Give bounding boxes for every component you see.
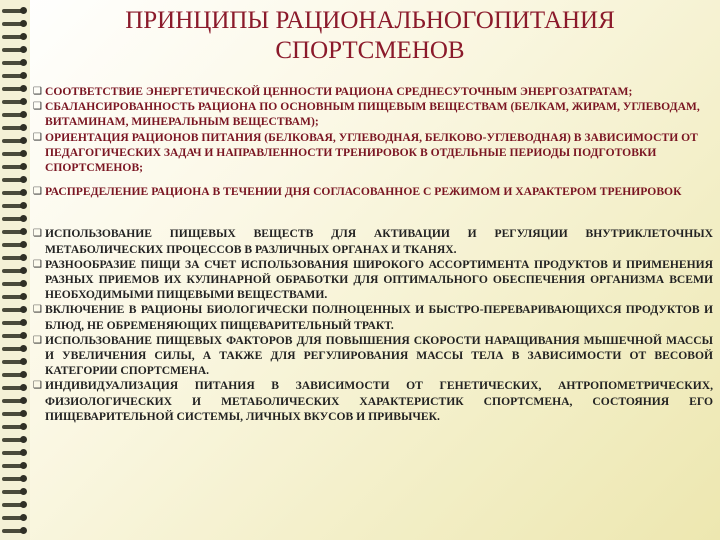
spiral-ring [2,240,26,250]
spiral-ring [2,305,26,315]
list-item-text: ИСПОЛЬЗОВАНИЕ ПИЩЕВЫХ ФАКТОРОВ ДЛЯ ПОВЫШЕНИЯ СКОРОСТИ НАРАЩИВАНИЯ МЫШЕЧНОЙ МАССЫ И УВЕЛИЧЕНИЯ СИЛЫ, А ТАКЖЕ ДЛЯ РЕГУЛИРОВАНИЯ МАССЫ ТЕЛА В ЗАВИСИМОСТИ ОТ ВЕСОВОЙ КАТЕГОРИИ СПОРТСМЕНА. [45,333,713,378]
list-item [33,84,713,99]
list-item-text: ВКЛЮЧЕНИЕ В РАЦИОНЫ БИОЛОГИЧЕСКИ ПОЛНОЦЕННЫХ И БЫСТРО-ПЕРЕВАРИВАЮЩИХСЯ ПРОДУКТОВ И БЛЮД, НЕ ОБРЕМЕНЯЮЩИХ ПИЩЕВАРИТЕЛЬНЫЙ ТРАКТ. [45,303,713,332]
checkbox-bullet-icon: ❑ [33,304,42,316]
checkbox-bullet-icon: ❑ [33,101,42,113]
spiral-ring [2,487,26,497]
spiral-ring [2,344,26,354]
spiral-ring [2,513,26,523]
spiral-ring [2,448,26,458]
principles-list [33,84,713,424]
spiral-ring [2,266,26,276]
list-item [33,99,713,129]
spiral-ring [2,188,26,198]
spiral-ring [2,292,26,302]
list-item [33,130,713,176]
list-item [33,184,713,199]
spiral-ring [2,279,26,289]
list-item [33,378,713,424]
list-item-text: ОРИЕНТАЦИЯ РАЦИОНОВ ПИТАНИЯ (БЕЛКОВАЯ, УГЛЕВОДНАЯ, БЕЛКОВО-УГЛЕВОДНАЯ) В ЗАВИСИМОСТИ ОТ ПЕДАГОГИЧЕСКИХ ЗАДАЧ И НАПРАВЛЕННОСТИ ТРЕНИРОВОК В ОТДЕЛЬНЫЕ ПЕРИОДЫ ПОДГОТОВКИ СПОРТСМЕНОВ; [45,130,698,175]
spiral-ring [2,370,26,380]
checkbox-bullet-icon: ❑ [33,131,42,143]
spiral-ring [2,331,26,341]
spiral-ring [2,318,26,328]
list-item-text: ИСПОЛЬЗОВАНИЕ ПИЩЕВЫХ ВЕЩЕСТВ ДЛЯ АКТИВАЦИИ И РЕГУЛЯЦИИ ВНУТРИКЛЕТОЧНЫХ МЕТАБОЛИЧЕСКИХ ПРОЦЕССОВ В РАЗЛИЧНЫХ ОРГАНАХ И ТКАНЯХ. [45,227,713,256]
spiral-ring [2,58,26,68]
spiral-ring [2,383,26,393]
list-item-text: СООТВЕТСТВИЕ ЭНЕРГЕТИЧЕСКОЙ ЦЕННОСТИ РАЦИОНА СРЕДНЕСУТОЧНЫМ ЭНЕРГОЗАТРАТАМ; [45,85,633,98]
checkbox-bullet-icon: ❑ [33,380,42,392]
spiral-ring [2,149,26,159]
title-line-1: ПРИНЦИПЫ РАЦИОНАЛЬНОГОПИТАНИЯ [125,7,615,34]
spiral-ring [2,435,26,445]
spiral-ring [2,461,26,471]
list-item-text: ИНДИВИДУАЛИЗАЦИЯ ПИТАНИЯ В ЗАВИСИМОСТИ ОТ ГЕНЕТИЧЕСКИХ, АНТРОПОМЕТРИЧЕСКИХ, ФИЗИОЛОГИЧЕСКИХ И МЕТАБОЛИЧЕСКИХ ХАРАКТЕРИСТИК СПОРТСМЕНА, СОСТОЯНИЯ ЕГО ПИЩЕВАРИТЕЛЬНОЙ СИСТЕМЫ, ЛИЧНЫХ ВКУСОВ И ПРИВЫЧЕК. [45,379,713,423]
spiral-ring [2,45,26,55]
spiral-ring [2,19,26,29]
list-item-text: РАЗНООБРАЗИЕ ПИЩИ ЗА СЧЕТ ИСПОЛЬЗОВАНИЯ ШИРОКОГО АССОРТИМЕНТА ПРОДУКТОВ И ПРИМЕНЕНИЯ РАЗНЫХ ПРИЕМОВ ИХ КУЛИНАРНОЙ ОБРАБОТКИ ДЛЯ ОПТИМАЛЬНОГО ОБЕСПЕЧЕНИЯ ОРГАНИЗМА ВСЕМИ НЕОБХОДИМЫМИ ПИЩЕВЫМИ ВЕЩЕСТВАМИ. [45,257,713,302]
spiral-ring [2,474,26,484]
list-item [33,333,713,379]
spiral-ring [2,500,26,510]
spiral-ring [2,162,26,172]
spiral-ring [2,6,26,16]
spiral-ring [2,227,26,237]
spiral-ring [2,526,26,536]
spiral-ring [2,357,26,367]
list-item-text: СБАЛАНСИРОВАННОСТЬ РАЦИОНА ПО ОСНОВНЫМ ПИЩЕВЫМ ВЕЩЕСТВАМ (БЕЛКАМ, ЖИРАМ, УГЛЕВОДАМ, ВИТАМИНАМ, МИНЕРАЛЬНЫМ ВЕЩЕСТВАМ); [45,100,700,129]
spiral-ring [2,409,26,419]
spiral-binding [0,0,30,540]
spiral-ring [2,396,26,406]
spiral-ring [2,32,26,42]
spiral-ring [2,136,26,146]
spiral-ring [2,123,26,133]
spiral-ring [2,201,26,211]
spiral-ring [2,97,26,107]
spiral-ring [2,71,26,81]
checkbox-bullet-icon: ❑ [33,334,42,346]
spiral-ring [2,84,26,94]
spiral-ring [2,214,26,224]
list-item-text: РАСПРЕДЕЛЕНИЕ РАЦИОНА В ТЕЧЕНИИ ДНЯ СОГЛАСОВАННОЕ С РЕЖИМОМ И ХАРАКТЕРОМ ТРЕНИРОВОК [45,185,682,199]
title-line-2: СПОРТСМЕНОВ [275,37,465,64]
spiral-ring [2,175,26,185]
list-item [33,226,713,256]
checkbox-bullet-icon: ❑ [33,258,42,270]
spiral-ring [2,110,26,120]
list-item [33,257,713,303]
spiral-ring [2,253,26,263]
list-item [33,302,713,332]
checkbox-bullet-icon: ❑ [33,228,42,240]
slide-title [40,6,700,66]
spiral-ring [2,422,26,432]
checkbox-bullet-icon: ❑ [33,186,42,198]
checkbox-bullet-icon: ❑ [33,86,42,97]
